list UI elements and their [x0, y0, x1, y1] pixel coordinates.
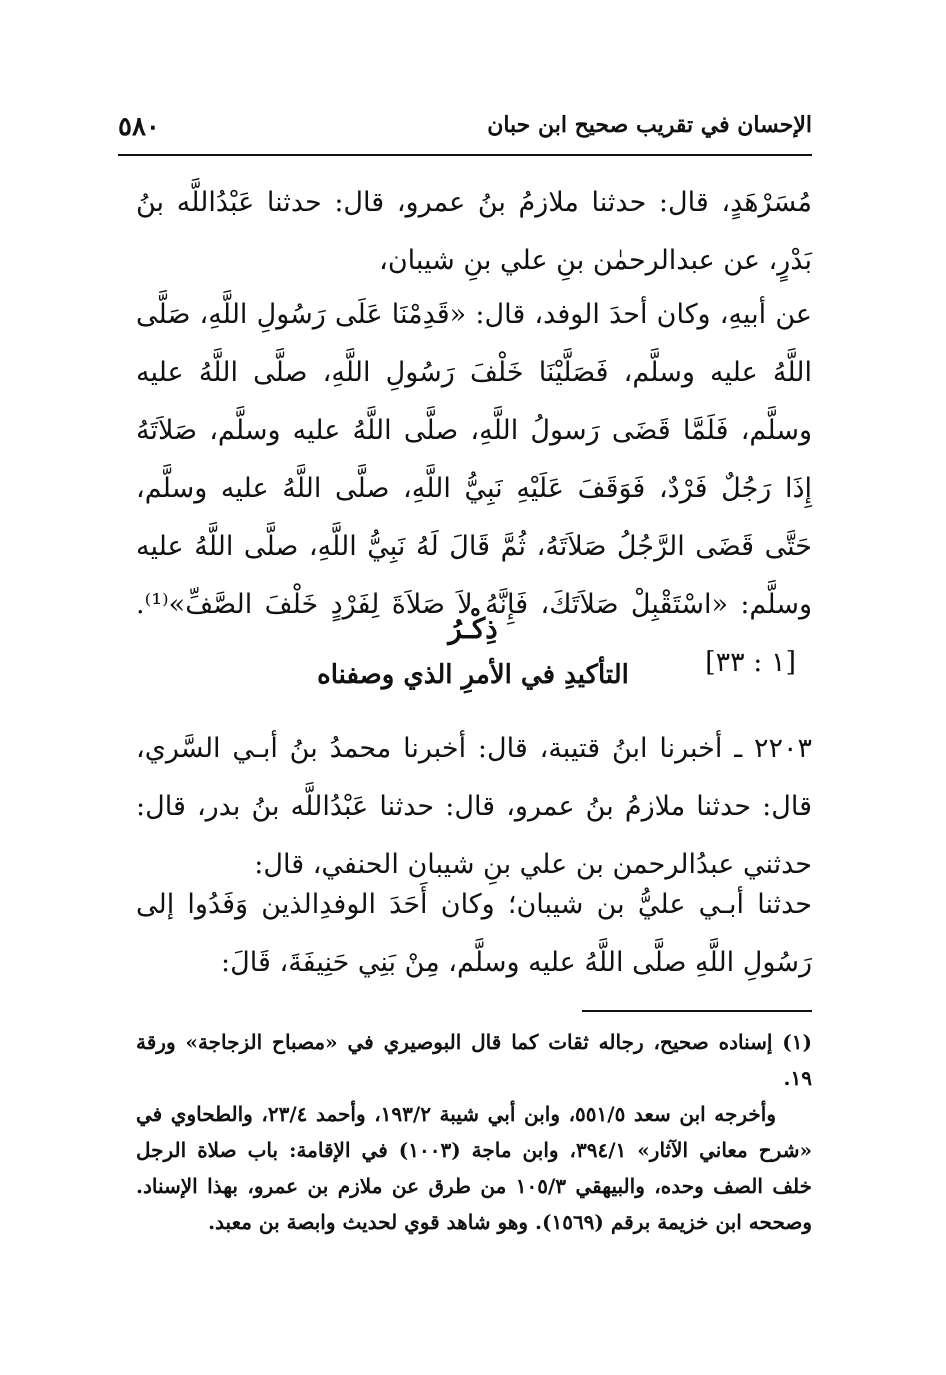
- section-title: التأكيدِ في الأمرِ الذي وصفناه: [317, 660, 629, 690]
- running-header: [118, 110, 812, 150]
- hadith-matn-2: حدثنا أبـي عليُّ بن شيبان؛ وكان أَحَدَ الوفدِالذين وَفَدُوا إلى رَسُولِ اللَّهِ صلَّى اللَّهُ عليه وسلَّم، مِنْ بَنِي حَنِيفَةَ، قَالَ:: [136, 889, 812, 978]
- book-title: الإحسان في تقريب صحيح ابن حبان: [487, 112, 812, 138]
- page-number: ٥٨٠: [118, 112, 160, 142]
- hadith-reference: [١ : ٣٣]: [705, 647, 796, 678]
- footnote-rule: [582, 1010, 812, 1012]
- footnote-2: [136, 1096, 812, 1240]
- section-label: ذِكْـرُ: [448, 612, 498, 645]
- footnote-2-text: وأخرجه ابن سعد ٥٥١/٥، وابن أبي شيبة ١٩٣/٢، وأحمد ٢٣/٤، والطحاوي في «شرح معاني الآثار» ٣٩٤/١، وابن ماجة (١٠٠٣) في الإقامة: باب صلاة الرجل خلف الصف وحده، والبيهقي ١٠٥/٣ من طرق عن ملازم بن عمرو، بهذا الإسناد. وصححه ابن خزيمة برقم (١٥٦٩). وهو شاهد قوي لحديث وابصة بن معبد.: [136, 1102, 813, 1234]
- matn-text: عن أبيهِ، وكان أحدَ الوفد، قال: «قَدِمْنَا عَلَى رَسُولِ اللَّهِ، صَلَّى اللَّهُ عليه وسلَّم، فَصَلَّيْنَا خَلْفَ رَسُولِ اللَّهِ، صلَّى اللَّهُ عليه وسلَّم، فَلَمَّا قَضَى رَسولُ اللَّهِ، صلَّى اللَّهُ عليه وسلَّم، صَلاَتَهُ إِذَا رَجُلٌ فَرْدٌ، فَوَقَفَ عَلَيْهِ نَبِيُّ اللَّهِ، صلَّى اللَّهُ عليه وسلَّم، حَتَّى قَضَى الرَّجُلُ صَلاَتَهُ، ثُمَّ قَالَ لَهُ نَبِيُّ اللَّهِ، صلَّى اللَّهُ عليه وسلَّم: «اسْتَقْبِلْ صَلاَتَكَ، فَإِنَّهُ لاَ صَلاَةَ لِفَرْدٍ خَلْفَ الصَّفِّ»⁽¹⁾.: [136, 299, 812, 620]
- hadith-isnad: ٢٢٠٣ ـ أخبرنا ابنُ قتيبة، قال: أخبرنا محمدُ بنُ أبـي السَّري، قال: حدثنا ملازمُ بنُ عمرو، قال: حدثنا عَبْدُاللَّه بنُ بدر، قال: حدثني عبدُالرحمن بن علي بنِ شيبان الحنفي، قال:: [136, 733, 812, 880]
- footnote-1: (١) إسناده صحيح، رجاله ثقات كما قال البوصيري في «مصباح الزجاجة» ورقة ١٩.: [136, 1030, 812, 1090]
- header-rule: [118, 154, 812, 156]
- isnad-continuation: مُسَرْهَدٍ، قال: حدثنا ملازمُ بنُ عمرو، قال: حدثنا عَبْدُاللَّه بنُ بَدْرٍ، عن عبدالرحمٰن بنِ علي بنِ شيبان،: [136, 187, 812, 276]
